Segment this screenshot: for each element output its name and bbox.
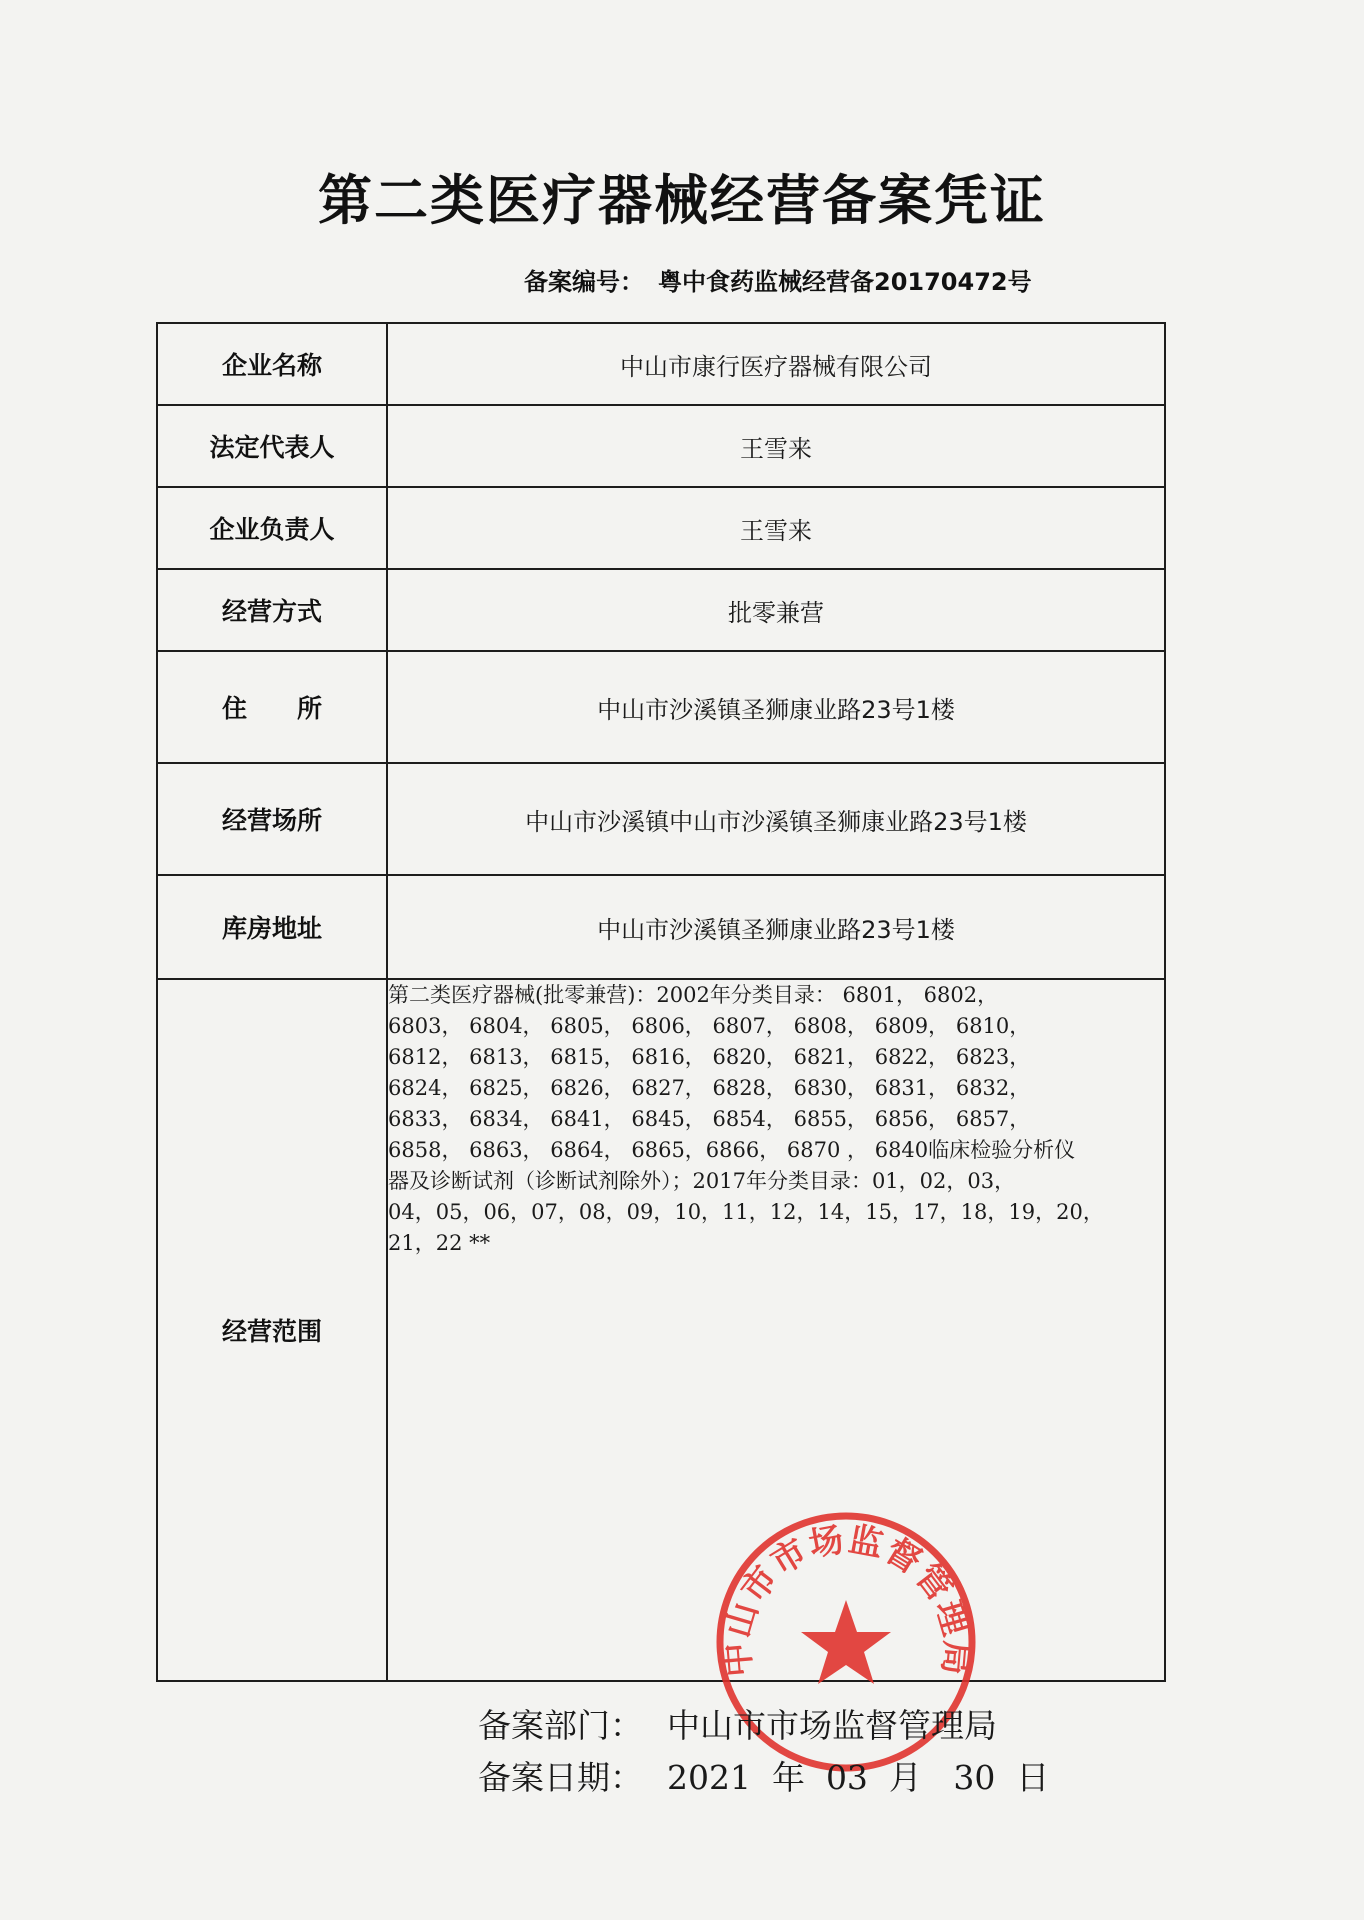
info-table xyxy=(156,322,1166,1682)
table-row xyxy=(157,323,1165,405)
table-row xyxy=(157,405,1165,487)
row-label-company-name: 企业名称 xyxy=(157,323,387,405)
row-value-person-in-charge: 王雪来 xyxy=(387,487,1165,569)
row-value-domicile: 中山市沙溪镇圣狮康业路23号1楼 xyxy=(387,651,1165,763)
scope-line: 第二类医疗器械(批零兼营)：2002年分类目录： 6801， 6802， xyxy=(388,983,999,1007)
record-number-label: 备案编号： xyxy=(524,268,644,296)
filing-department xyxy=(478,1700,997,1747)
row-label-scope: 经营范围 xyxy=(157,979,387,1681)
table-row xyxy=(157,651,1165,763)
scope-line: 6803， 6804， 6805， 6806， 6807， 6808， 6809， 6810， xyxy=(388,1014,1031,1038)
svg-text:中山市市场监督管理局: 中山市市场监督管理局 xyxy=(716,1519,978,1679)
row-value-company-name: 中山市康行医疗器械有限公司 xyxy=(387,323,1165,405)
table-row xyxy=(157,875,1165,979)
filing-date-label: 备案日期： xyxy=(478,1758,643,1797)
row-label-warehouse: 库房地址 xyxy=(157,875,387,979)
row-label-domicile: 住 所 xyxy=(157,651,387,763)
scope-line: 04，05，06，07，08，09，10，11，12，14，15，17，18，19，20， xyxy=(388,1200,1104,1224)
scope-line: 6858， 6863， 6864， 6865，6866， 6870 ， 6840临床检验分析仪 xyxy=(388,1138,1076,1162)
table-row xyxy=(157,569,1165,651)
scope-line: 器及诊断试剂（诊断试剂除外）；2017年分类目录：01，02，03， xyxy=(388,1169,1016,1193)
row-label-business-premises: 经营场所 xyxy=(157,763,387,875)
table-row xyxy=(157,487,1165,569)
scope-line: 6833， 6834， 6841， 6845， 6854， 6855， 6856， 6857， xyxy=(388,1107,1031,1131)
row-value-business-mode: 批零兼营 xyxy=(387,569,1165,651)
row-value-business-premises: 中山市沙溪镇中山市沙溪镇圣狮康业路23号1楼 xyxy=(387,763,1165,875)
filing-date xyxy=(478,1752,1049,1799)
scope-line: 21，22 ** xyxy=(388,1231,491,1255)
scope-line: 6812， 6813， 6815， 6816， 6820， 6821， 6822， 6823， xyxy=(388,1045,1031,1069)
filing-date-value: 2021 年 03 月 30 日 xyxy=(667,1758,1050,1797)
row-value-legal-rep: 王雪来 xyxy=(387,405,1165,487)
scope-line: 6824， 6825， 6826， 6827， 6828， 6830， 6831， 6832， xyxy=(388,1076,1031,1100)
row-label-legal-rep: 法定代表人 xyxy=(157,405,387,487)
record-number xyxy=(524,262,1032,297)
table-row xyxy=(157,979,1165,1681)
row-label-person-in-charge: 企业负责人 xyxy=(157,487,387,569)
row-label-business-mode: 经营方式 xyxy=(157,569,387,651)
filing-department-value: 中山市市场监督管理局 xyxy=(667,1706,997,1745)
row-value-warehouse: 中山市沙溪镇圣狮康业路23号1楼 xyxy=(387,875,1165,979)
filing-department-label: 备案部门： xyxy=(478,1706,643,1745)
record-number-value: 粤中食药监械经营备20170472号 xyxy=(658,268,1032,296)
document-title: 第二类医疗器械经营备案凭证 xyxy=(318,169,1046,232)
seal-star-icon xyxy=(801,1600,891,1684)
table-row xyxy=(157,763,1165,875)
